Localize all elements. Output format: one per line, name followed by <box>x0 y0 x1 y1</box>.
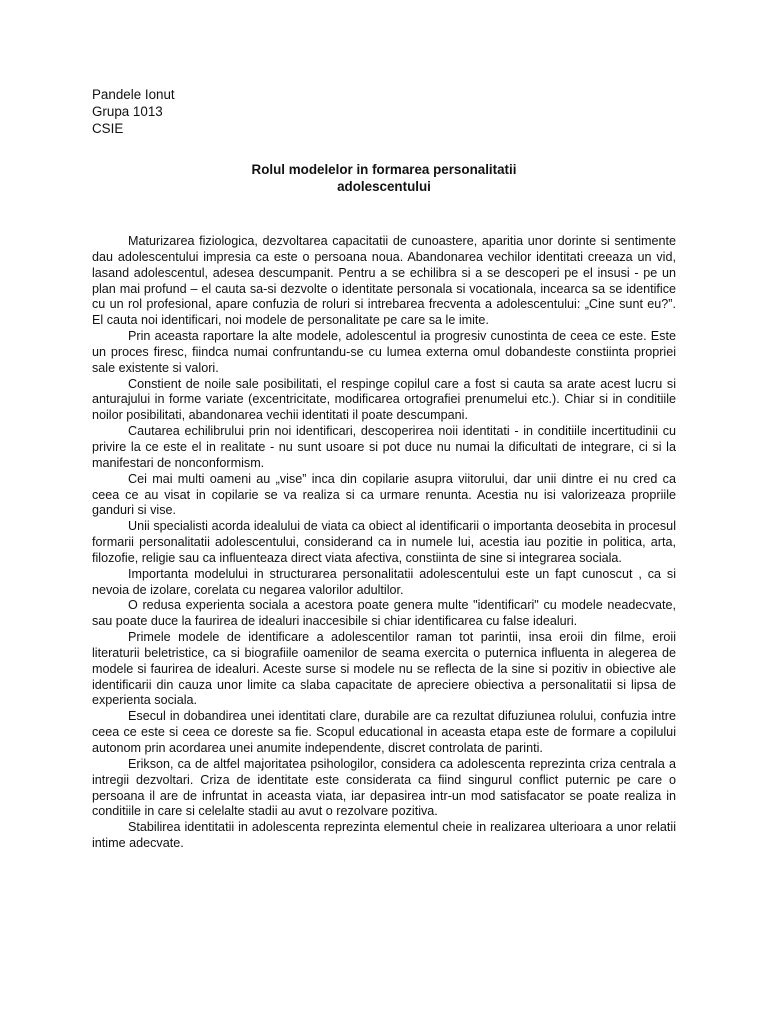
paragraph: Esecul in dobandirea unei identitati clare, durabile are ca rezultat difuziunea rolului, confuzia intre ceea ce este si ceea ce doreste sa fie. Scopul educational in aceasta etapa este de formare a copilului autonom prin acordarea unei anumite independente, discret controlata de parinti. <box>92 709 676 755</box>
document-body <box>92 234 676 852</box>
paragraph: Prin aceasta raportare la alte modele, adolescentul ia progresiv cunostinta de ceea ce este. Este un proces firesc, fiindca numai confruntandu-se cu lumea externa omul dobandeste constiinta propriei sale existente si valori. <box>92 329 676 375</box>
paragraph: Cei mai multi oameni au „vise” inca din copilarie asupra viitorului, dar unii dintre ei nu cred ca ceea ce au visat in copilarie se va realiza si ca urmare renunta. Acestia nu isi valorizeaza propriile ganduri si vise. <box>92 471 676 518</box>
paragraph: Maturizarea fiziologica, dezvoltarea capacitatii de cunoastere, aparitia unor dorinte si sentimente dau adolescentului impresia ca este o persoana noua. Abandonarea vechilor identitati creeaza un vid, lasand adolescentul, adesea descumpanit. Pentru a se echilibra si a se descoperi pe el insusi - pe un plan mai profund – el cauta sa-si dezvolte o identitate personala si vocationala, incearca sa se identifice cu un rol profesional, apare confuzia de roluri si intrebarea frecventa a adolescentului: „Cine sunt eu?”. El cauta noi identificari, noi modele de personalitate pe care sa le imite. <box>92 234 676 328</box>
paragraph: Cautarea echilibrului prin noi identificari, descoperirea noii identitati - in conditiile incertitudinii cu privire la ce este el in realitate - nu sunt usoare si pot duce nu numai la dificultati de integrare, ci si la manifestari de nonconformism. <box>92 424 676 470</box>
paragraph: Stabilirea identitatii in adolescenta reprezinta elementul cheie in realizarea ulterioara a unor relatii intime adecvate. <box>92 820 676 851</box>
author-block <box>92 86 175 138</box>
title-line-2: adolescentului <box>337 179 431 195</box>
author-faculty: CSIE <box>92 121 124 137</box>
title-line-1: Rolul modelelor in formarea personalitatii <box>251 162 517 177</box>
paragraph: Primele modele de identificare a adolescentilor raman tot parintii, insa eroii din filme, eroii literaturii beletristice, ca si biografiile oamenilor de seama exercita o puternica influenta in alegerea de modele si faurirea de idealuri. Aceste surse si modele nu se reflecta de la sine si pozitiv in obiective ale identificarii din cauza unor limite ca slaba capacitate de apreciere obiectiva a personalitatii si lipsa de experienta sociala. <box>92 630 676 708</box>
paragraph: Unii specialisti acorda idealului de viata ca obiect al identificarii o importanta deosebita in procesul formarii personalitatii adolescentului, considerand ca in numele lui, acestia iau pozitie in politica, arta, filozofie, religie sau ca influenteaza direct viata afectiva, constiinta de sine si integrarea sociala. <box>92 519 676 565</box>
paragraph: O redusa experienta sociala a acestora poate genera multe "identificari" cu modele neadecvate, sau poate duce la faurirea de idealuri inaccesibile si chiar identificarea cu false idealuri. <box>92 598 676 629</box>
document-title <box>92 161 676 195</box>
author-name: Pandele Ionut <box>92 87 175 102</box>
paragraph: Constient de noile sale posibilitati, el respinge copilul care a fost si cauta sa arate acest lucru si anturajului in forme variate (excentricitate, modificarea ortografiei prenumelui etc.). Chiar si in conditiile noilor posibilitati, abandonarea vechii identitati il poate descumpani. <box>92 376 676 423</box>
paragraph: Erikson, ca de altfel majoritatea psihologilor, considera ca adolescenta reprezinta criza centrala a intregii dezvoltari. Criza de identitate este considerata ca fiind singurul conflict puternic pe care o persoana il are de infruntat in aceasta viata, iar depasirea intr-un mod satisfacator se poate realiza in conditiile in care si celelalte stadii au avut o rezolvare pozitiva. <box>92 756 676 819</box>
author-group: Grupa 1013 <box>92 104 163 120</box>
paragraph: Importanta modelului in structurarea personalitatii adolescentului este un fapt cunoscut , ca si nevoia de izolare, corelata cu negarea valorilor adultilor. <box>92 566 676 597</box>
